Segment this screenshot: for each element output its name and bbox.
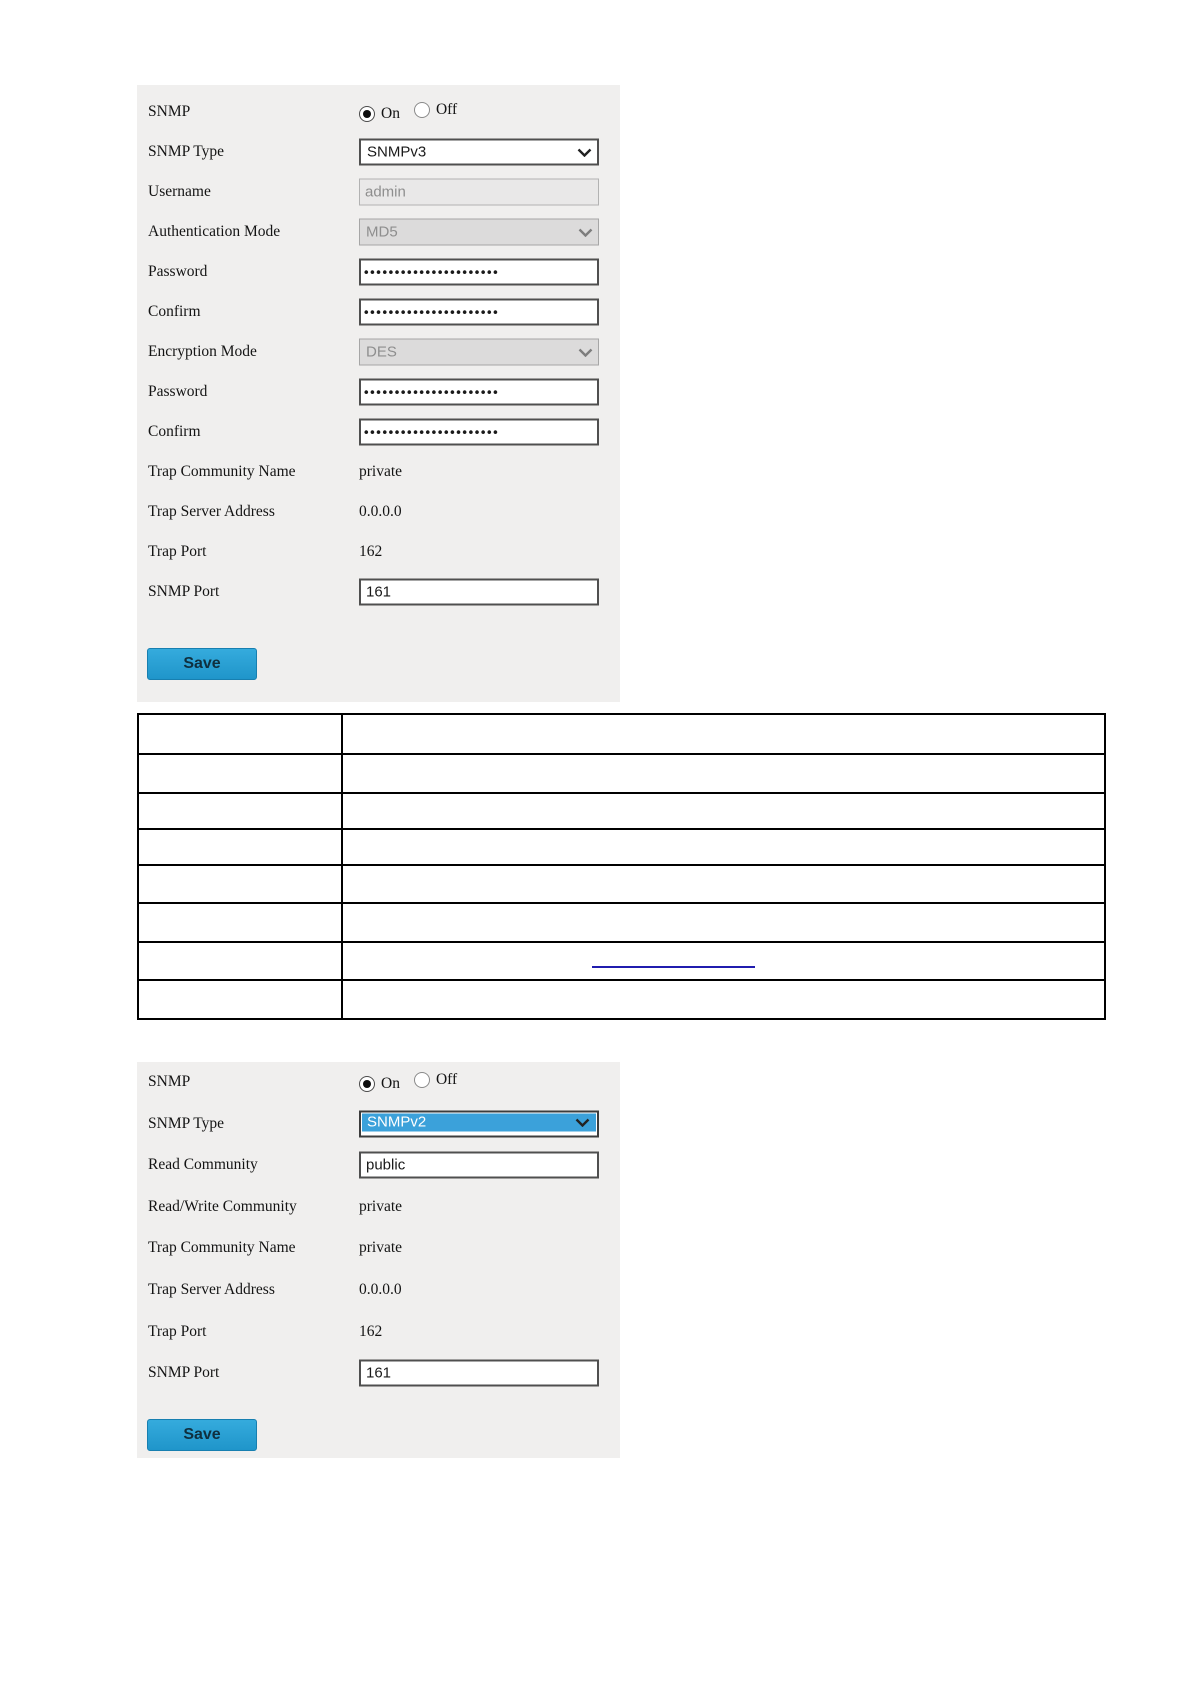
field-control	[359, 503, 402, 521]
form-row-authentication-mode	[137, 218, 620, 246]
snmp-radio-group	[359, 101, 471, 123]
table-cell	[342, 754, 1105, 793]
snmp-toggle-row	[137, 1068, 620, 1096]
field-label: Password	[148, 383, 208, 400]
table-cell	[138, 793, 342, 829]
field-label: Read/Write Community	[148, 1197, 297, 1215]
field-label: Username	[148, 183, 211, 200]
field-label: Confirm	[148, 303, 201, 320]
field-label: Confirm	[148, 423, 201, 440]
snmp-label: SNMP	[148, 1073, 191, 1090]
radio-dot	[363, 1080, 371, 1088]
form-row-trap-port	[137, 538, 620, 566]
field-label: Encryption Mode	[148, 343, 257, 360]
field-control	[359, 579, 599, 606]
radio-selected-icon	[359, 1076, 375, 1092]
reference-table	[137, 713, 1106, 1020]
snmp-toggle-row	[137, 98, 620, 126]
field-control	[359, 1360, 599, 1387]
table-row	[138, 714, 1105, 754]
field-label: Password	[148, 263, 208, 280]
select-value: MD5	[366, 223, 398, 241]
field-label: Trap Community Name	[148, 463, 296, 480]
field-control	[359, 259, 599, 286]
form-row-snmp-type	[137, 1110, 620, 1138]
trap-server-address-value: 0.0.0.0	[359, 503, 402, 520]
table-row	[138, 754, 1105, 793]
password-input[interactable]	[359, 259, 599, 286]
select-highlighted-option: SNMPv2	[362, 1113, 596, 1131]
field-label: SNMP Type	[148, 143, 225, 160]
field-label: Trap Port	[148, 543, 207, 560]
field-label: Read Community	[148, 1156, 258, 1174]
field-control	[359, 1281, 402, 1299]
select-value: SNMPv3	[367, 143, 427, 161]
snmp-radio-group	[359, 1071, 471, 1093]
chevron-down-icon	[577, 148, 592, 157]
snmp-port-input[interactable]	[359, 1360, 599, 1387]
field-label: SNMP Port	[148, 583, 220, 600]
field-label: Trap Community Name	[148, 1239, 296, 1257]
field-label: SNMP Type	[148, 1114, 225, 1132]
field-control	[359, 379, 599, 406]
username-input[interactable]	[359, 179, 599, 206]
form-row-read-write-community	[137, 1193, 620, 1221]
confirm-input[interactable]	[359, 299, 599, 326]
table-row	[138, 980, 1105, 1019]
table-cell	[342, 793, 1105, 829]
radio-selected-icon	[359, 106, 375, 122]
field-label: Trap Port	[148, 1322, 207, 1340]
table-row	[138, 942, 1105, 980]
trap-port-value: 162	[359, 1322, 383, 1340]
form-row-trap-server-address	[137, 498, 620, 526]
table-cell	[342, 942, 1105, 980]
radio-unselected-icon	[414, 1072, 430, 1088]
form-row-password	[137, 378, 620, 406]
radio-option-label: Off	[435, 1071, 458, 1088]
chevron-down-icon	[575, 1118, 590, 1127]
table-cell	[342, 980, 1105, 1019]
field-control	[359, 1198, 402, 1216]
form-row-snmp-port	[137, 1359, 620, 1387]
table-row	[138, 829, 1105, 865]
radio-option-label: Off	[435, 101, 458, 118]
table-cell	[138, 829, 342, 865]
form-row-trap-community-name	[137, 1234, 620, 1262]
field-control	[359, 543, 382, 561]
snmp-label: SNMP	[148, 103, 191, 120]
field-control	[359, 219, 599, 246]
snmp-off-radio[interactable]	[414, 101, 457, 119]
field-control	[359, 1239, 402, 1257]
select-value: DES	[366, 343, 397, 361]
field-control	[359, 1110, 599, 1137]
form-row-username	[137, 178, 620, 206]
snmp-type-select[interactable]	[359, 1110, 599, 1137]
table-cell	[138, 754, 342, 793]
radio-option-label: On	[381, 105, 400, 122]
field-control	[359, 419, 599, 446]
form-row-confirm	[137, 298, 620, 326]
table-cell	[138, 980, 342, 1019]
table-cell	[342, 714, 1105, 754]
form-row-password	[137, 258, 620, 286]
password-input[interactable]	[359, 379, 599, 406]
snmp-type-select[interactable]	[359, 139, 599, 166]
field-control	[359, 339, 599, 366]
trap-server-address-value: 0.0.0.0	[359, 1281, 402, 1298]
table-row	[138, 903, 1105, 942]
form-row-encryption-mode	[137, 338, 620, 366]
snmpv3-settings-panel	[137, 85, 620, 702]
table-link[interactable]	[592, 953, 755, 968]
table-row	[138, 865, 1105, 903]
save-button[interactable]: Save	[147, 648, 257, 680]
table-cell	[138, 942, 342, 980]
field-control	[359, 179, 599, 206]
table-cell	[138, 903, 342, 942]
read-write-community-value: private	[359, 1197, 403, 1215]
snmp-on-radio[interactable]	[359, 105, 400, 123]
snmpv2-settings-panel	[137, 1062, 620, 1458]
field-label: Authentication Mode	[148, 223, 281, 240]
field-control	[359, 1323, 382, 1341]
field-control	[359, 139, 599, 166]
chevron-down-icon	[578, 348, 593, 357]
form-row-confirm	[137, 418, 620, 446]
form-row-trap-community-name	[137, 458, 620, 486]
table-cell	[342, 829, 1105, 865]
field-label: SNMP Port	[148, 1364, 220, 1382]
table-cell	[342, 903, 1105, 942]
form-row-snmp-port	[137, 578, 620, 606]
snmp-off-radio[interactable]	[414, 1071, 457, 1089]
snmp-port-input[interactable]	[359, 579, 599, 606]
field-control	[359, 463, 402, 481]
form-row-trap-server-address	[137, 1276, 620, 1304]
table-cell	[138, 865, 342, 903]
encryption-mode-select	[359, 339, 599, 366]
field-label: Trap Server Address	[148, 503, 275, 520]
form-row-read-community	[137, 1151, 620, 1179]
table-cell	[138, 714, 342, 754]
trap-community-name-value: private	[359, 463, 403, 480]
snmp-on-radio[interactable]	[359, 1075, 400, 1093]
trap-port-value: 162	[359, 543, 383, 560]
confirm-input[interactable]	[359, 419, 599, 446]
radio-unselected-icon	[414, 102, 430, 118]
authentication-mode-select	[359, 219, 599, 246]
chevron-down-icon	[578, 228, 593, 237]
form-row-trap-port	[137, 1318, 620, 1346]
save-button[interactable]: Save	[147, 1419, 257, 1451]
field-label: Trap Server Address	[148, 1281, 275, 1298]
radio-dot	[363, 110, 371, 118]
table-row	[138, 793, 1105, 829]
field-control	[359, 1152, 599, 1179]
table-cell	[342, 865, 1105, 903]
field-control	[359, 299, 599, 326]
trap-community-name-value: private	[359, 1239, 403, 1257]
read-community-input[interactable]	[359, 1152, 599, 1179]
radio-option-label: On	[381, 1075, 400, 1092]
form-row-snmp-type	[137, 138, 620, 166]
